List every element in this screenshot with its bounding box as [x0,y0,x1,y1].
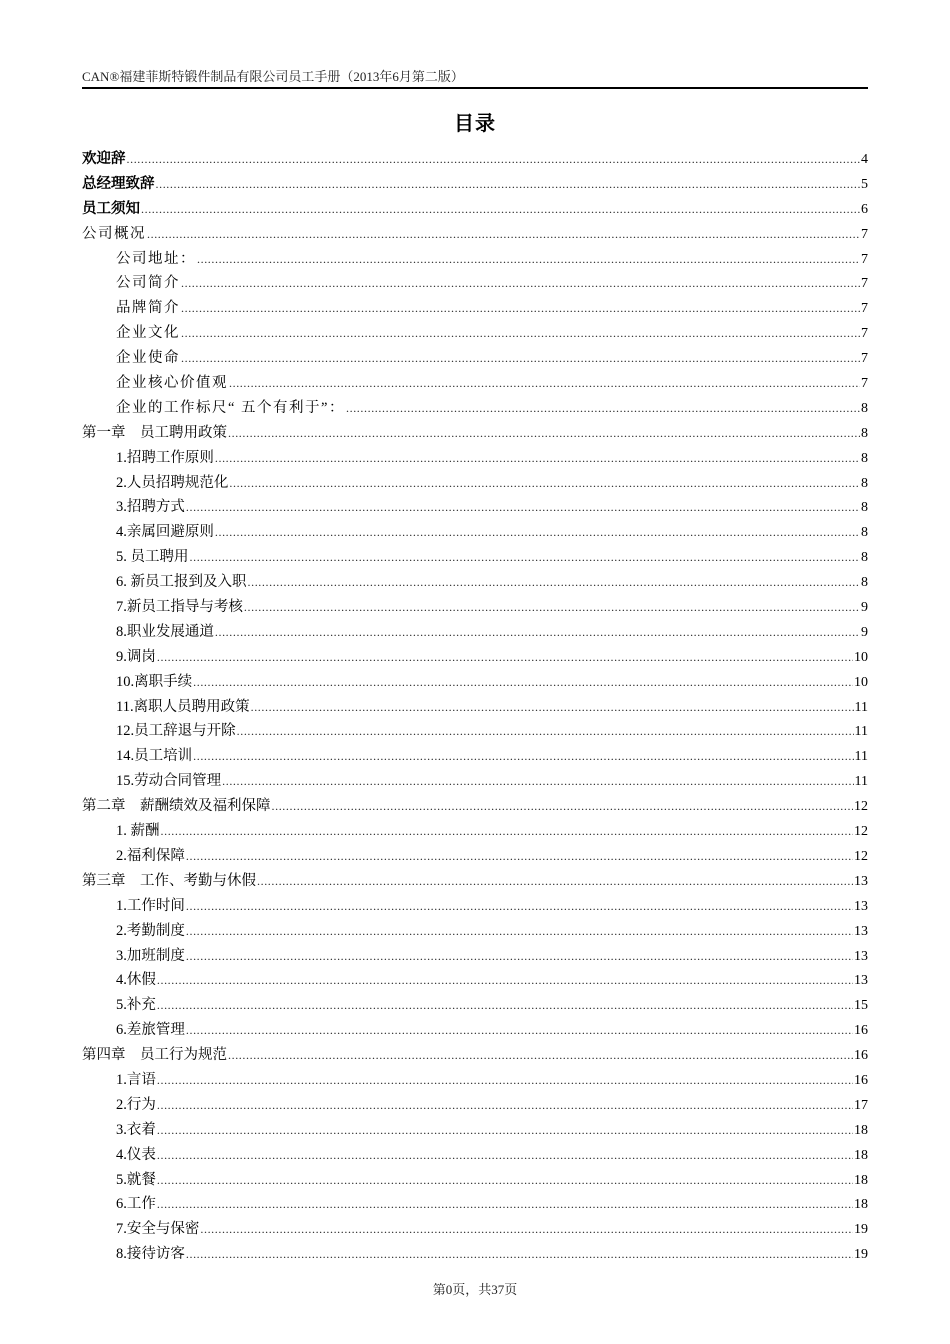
toc-entry-label: 1. 薪酬 [116,823,160,840]
toc-entry-page: 19 [854,1222,868,1238]
toc-entry[interactable] [82,197,868,222]
toc-entry[interactable] [82,1143,868,1168]
toc-entry[interactable] [82,371,868,396]
toc-entry-label: 8.职业发展通道 [116,623,214,640]
toc-entry-page: 13 [854,948,868,964]
toc-leader-dots [181,321,860,346]
toc-entry[interactable] [82,346,868,371]
toc-entry-page: 9 [861,600,868,616]
toc-entry-label: 9.调岗 [116,648,156,665]
toc-entry[interactable] [82,968,868,993]
toc-leader-dots [228,421,860,446]
toc-entry-page: 7 [861,251,868,267]
toc-leader-dots [157,993,853,1018]
toc-entry[interactable] [82,645,868,670]
toc-entry-label: 1.招聘工作原则 [116,449,214,466]
toc-entry-label: 11.离职人员聘用政策 [116,698,250,715]
toc-entry[interactable] [82,520,868,545]
toc-leader-dots [157,1168,853,1193]
toc-entry[interactable] [82,296,868,321]
toc-entry-page: 8 [861,575,868,591]
toc-entry-page: 7 [861,326,868,342]
toc-leader-dots [215,446,860,471]
toc-entry[interactable] [82,1242,868,1267]
toc-entry-page: 18 [854,1197,868,1213]
toc-leader-dots [157,1093,853,1118]
toc-entry-label: 第一章 员工聘用政策 [82,424,227,441]
toc-entry[interactable] [82,147,868,172]
toc-leader-dots [141,197,860,222]
toc-entry-label: 4.仪表 [116,1146,156,1163]
toc-entry-page: 11 [854,724,868,740]
toc-entry-page: 4 [861,152,868,167]
toc-entry-page: 16 [854,1072,868,1088]
toc-entry[interactable] [82,396,868,421]
toc-leader-dots [193,670,853,695]
toc-entry-label: 1.工作时间 [116,897,185,914]
toc-entry-page: 12 [854,824,868,840]
toc-entry[interactable] [82,172,868,197]
toc-entry[interactable] [82,794,868,819]
toc-entry[interactable] [82,919,868,944]
toc-entry-label: 4.亲属回避原则 [116,524,214,541]
toc-entry-page: 13 [854,973,868,989]
toc-entry-label: 企业的工作标尺“ 五个有利于”： [116,399,345,416]
toc-leader-dots [229,471,860,496]
running-header: CAN®福建菲斯特锻件制品有限公司员工手册（2013年6月第二版） [82,69,464,84]
toc-leader-dots [186,844,853,869]
toc-leader-dots [186,1242,853,1267]
toc-entry-page: 8 [861,475,868,491]
toc-leader-dots [222,769,853,794]
toc-leader-dots [181,346,860,371]
toc-entry-page: 8 [861,450,868,466]
toc-entry-label: 第四章 员工行为规范 [82,1047,227,1064]
toc-entry[interactable] [82,446,868,471]
toc-entry[interactable] [82,1068,868,1093]
toc-entry-label: 总经理致辞 [82,175,155,192]
toc-entry[interactable] [82,819,868,844]
toc-entry[interactable] [82,695,868,720]
toc-entry-page: 18 [854,1122,868,1138]
toc-entry-label: 5.补充 [116,997,156,1014]
toc-entry[interactable] [82,271,868,296]
toc-entry[interactable] [82,421,868,446]
toc-entry-label: 第二章 薪酬绩效及福利保障 [82,798,271,815]
toc-leader-dots [215,620,860,645]
toc-entry[interactable] [82,944,868,969]
toc-leader-dots [248,570,861,595]
toc-leader-dots [346,396,860,421]
toc-entry-page: 5 [861,176,868,192]
toc-entry-page: 13 [854,923,868,939]
toc-entry-page: 16 [854,1048,868,1064]
toc-entry[interactable] [82,894,868,919]
toc-entry-page: 7 [861,301,868,317]
toc-leader-dots [181,271,860,296]
toc-leader-dots [186,919,853,944]
toc-entry-label: 8.接待访客 [116,1246,185,1263]
toc-entry[interactable] [82,1168,868,1193]
toc-leader-dots [186,1018,853,1043]
toc-entry-page: 11 [854,774,868,790]
toc-leader-dots [237,719,854,744]
toc-entry-label: 公司概况 [82,225,146,242]
toc-entry[interactable] [82,222,868,247]
toc-leader-dots [228,1043,853,1068]
toc-leader-dots [193,744,853,769]
toc-entry-page: 12 [854,848,868,864]
toc-title: 目录 [454,111,496,135]
toc-entry[interactable] [82,247,868,272]
toc-entry-page: 8 [861,500,868,516]
toc-entry[interactable] [82,471,868,496]
toc-entry-page: 7 [861,376,868,392]
toc-entry-label: 3.加班制度 [116,947,185,964]
toc-entry[interactable] [82,1018,868,1043]
toc-leader-dots [190,545,861,570]
toc-leader-dots [157,1118,853,1143]
toc-leader-dots [147,222,860,247]
toc-entry-label: 欢迎辞 [82,151,126,167]
toc-entry-label: 4.休假 [116,972,156,989]
toc-entry-page: 10 [854,674,868,690]
toc-entry-label: 公司简介 [116,275,180,292]
toc-entry-label: 2.福利保障 [116,847,185,864]
toc-entry-page: 19 [854,1247,868,1263]
toc-leader-dots [244,595,860,620]
toc-entry[interactable] [82,1217,868,1242]
header-rule [82,87,868,89]
toc-entry-label: 15.劳动合同管理 [116,773,222,790]
toc-entry[interactable] [82,844,868,869]
toc-entry-label: 6.差旅管理 [116,1022,185,1039]
toc-entry-page: 10 [854,649,868,665]
toc-leader-dots [272,794,854,819]
toc-leader-dots [157,645,853,670]
toc-leader-dots [186,944,853,969]
toc-entry-page: 7 [861,226,868,242]
toc-entry-label: 2.考勤制度 [116,922,185,939]
toc-entry-page: 8 [861,525,868,541]
toc-entry[interactable] [82,321,868,346]
toc-entry-label: 6.工作 [116,1196,156,1213]
toc-entry[interactable] [82,769,868,794]
toc-entry-label: 企业文化 [116,325,180,342]
toc-entry[interactable] [82,744,868,769]
toc-leader-dots [229,371,860,396]
toc-entry[interactable] [82,1192,868,1217]
page-footer: 第0页，共37页 [432,1282,518,1297]
toc-entry[interactable] [82,719,868,744]
toc-leader-dots [127,147,861,172]
toc-leader-dots [186,495,860,520]
toc-leader-dots [215,520,860,545]
toc-leader-dots [257,869,853,894]
toc-entry-label: 5. 员工聘用 [116,549,189,566]
toc-entry-page: 16 [854,1023,868,1039]
toc-entry-page: 8 [861,425,868,441]
toc-entry-label: 10.离职手续 [116,673,193,690]
toc-entry[interactable] [82,620,868,645]
toc-entry-page: 13 [854,873,868,889]
toc-entry-page: 17 [854,1097,868,1113]
toc-entry[interactable] [82,545,868,570]
toc-entry-label: 企业使命 [116,350,180,367]
toc-entry-label: 公司地址： [116,250,196,267]
toc-leader-dots [181,296,860,321]
toc-entry-label: 2.行为 [116,1096,156,1113]
toc-entry-page: 6 [861,201,868,217]
toc-leader-dots [157,1192,853,1217]
toc-entry-label: 2.人员招聘规范化 [116,474,229,491]
toc-entry-page: 18 [854,1147,868,1163]
toc-leader-dots [186,894,853,919]
toc-leader-dots [200,1217,853,1242]
toc-entry-label: 第三章 工作、考勤与休假 [82,872,256,889]
toc-leader-dots [251,695,854,720]
toc-entry-label: 14.员工培训 [116,748,193,765]
toc-entry-label: 5.就餐 [116,1171,156,1188]
toc-leader-dots [197,247,860,272]
toc-entry-label: 员工须知 [82,200,140,217]
toc-entry-page: 15 [854,998,868,1014]
toc-entry-label: 12.员工辞退与开除 [116,723,236,740]
toc-entry[interactable] [82,1118,868,1143]
toc-entry-label: 1.言语 [116,1071,156,1088]
toc-entry[interactable] [82,993,868,1018]
toc-leader-dots [157,968,853,993]
toc-entry[interactable] [82,1043,868,1068]
toc-entry-page: 11 [854,749,868,765]
toc-entry-page: 13 [854,898,868,914]
toc-entry-label: 6. 新员工报到及入职 [116,574,247,591]
toc-entry-label: 品牌简介 [116,300,180,317]
toc-entry-label: 7.新员工指导与考核 [116,599,243,616]
toc-entry-page: 8 [861,550,868,566]
toc-entry[interactable] [82,570,868,595]
toc-leader-dots [157,1143,853,1168]
toc-entry-page: 7 [861,351,868,367]
toc-leader-dots [161,819,854,844]
table-of-contents [82,147,868,1267]
toc-leader-dots [157,1068,853,1093]
toc-entry-label: 7.安全与保密 [116,1221,200,1238]
toc-entry-page: 9 [861,624,868,640]
toc-entry[interactable] [82,1093,868,1118]
toc-entry[interactable] [82,869,868,894]
toc-leader-dots [156,172,861,197]
toc-entry-page: 7 [861,276,868,292]
toc-entry-label: 企业核心价值观 [116,375,228,392]
toc-entry[interactable] [82,495,868,520]
toc-entry-label: 3.招聘方式 [116,499,185,516]
toc-entry[interactable] [82,595,868,620]
toc-entry[interactable] [82,670,868,695]
toc-entry-label: 3.衣着 [116,1121,156,1138]
toc-entry-page: 18 [854,1172,868,1188]
toc-entry-page: 8 [861,400,868,416]
toc-entry-page: 12 [854,799,868,815]
toc-entry-page: 11 [854,699,868,715]
